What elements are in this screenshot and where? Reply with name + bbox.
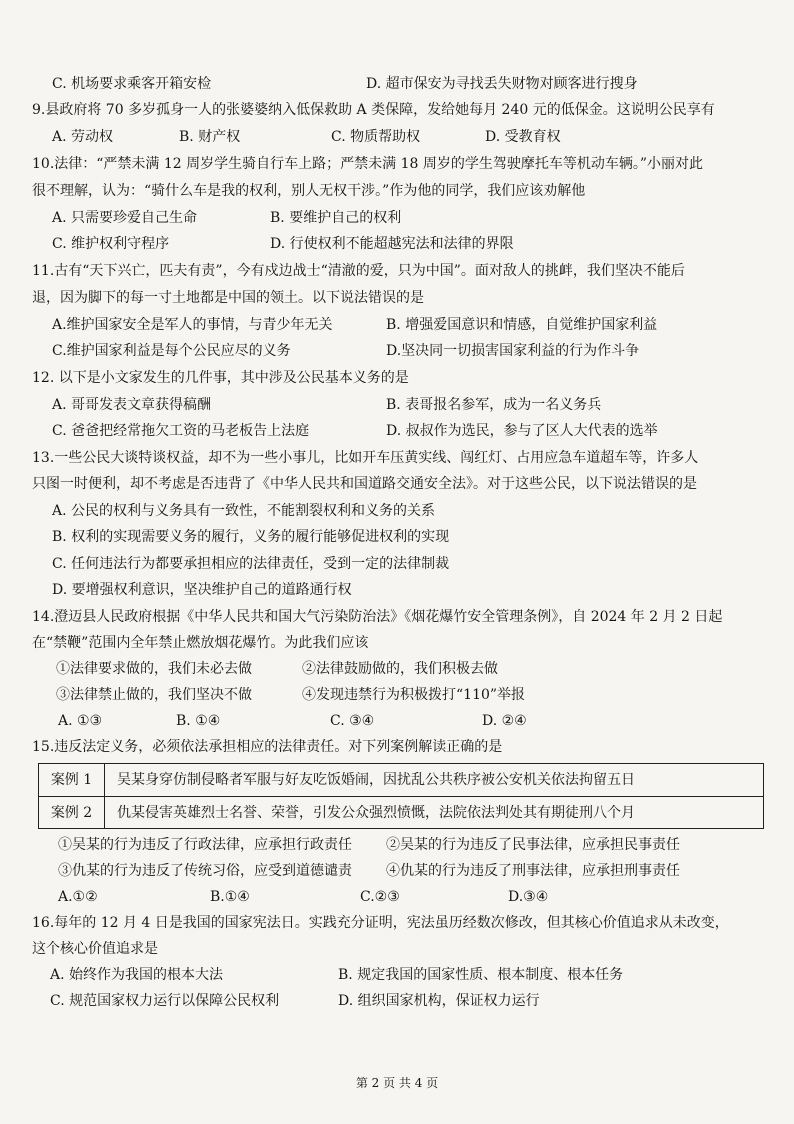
q14-item-1: ①法律要求做的，我们未必去做 <box>56 661 252 677</box>
q13-option-d: D. 要增强权利意识，坚决维护自己的道路通行权 <box>52 582 352 598</box>
q10-option-d: D. 行使权利不能超越宪法和法律的界限 <box>270 236 514 252</box>
q11-option-d: D.坚决同一切损害国家利益的行为作斗争 <box>386 343 640 359</box>
q9-option-d: D. 受教育权 <box>485 129 561 145</box>
q11-stem-1: 11.古有“天下兴亡，匹夫有责”，今有戍边战士“清澈的爱，只为中国”。面对敌人的挑衅，我们坚决不能后 <box>32 263 685 279</box>
q14-item-4: ④发现违禁行为积极拨打“110”举报 <box>302 687 526 703</box>
q15-option-a: A.①② <box>58 889 98 905</box>
q12-stem: 12. 以下是小文家发生的几件事，其中涉及公民基本义务的是 <box>32 370 409 386</box>
q14-item-2: ②法律鼓励做的，我们积极去做 <box>302 661 498 677</box>
q14-option-d: D. ②④ <box>482 713 527 729</box>
case-name: 案例 2 <box>39 797 105 829</box>
q13-option-c: C. 任何违法行为都要承担相应的法律责任，受到一定的法律制裁 <box>52 556 450 572</box>
q13-stem-1: 13.一些公民大谈特谈权益，却不为一些小事儿，比如开车压黄实线、闯红灯、占用应急车道超车等，许多人 <box>32 450 699 466</box>
q8-option-c: C. 机场要求乘客开箱安检 <box>52 76 212 92</box>
q13-option-b: B. 权利的实现需要义务的履行，义务的履行能够促进权利的实现 <box>52 529 450 545</box>
case-name: 案例 1 <box>39 764 105 796</box>
q11-option-b: B. 增强爱国意识和情感，自觉维护国家利益 <box>386 317 658 333</box>
q15-item-2: ②吴某的行为违反了民事法律，应承担民事责任 <box>386 837 680 853</box>
q12-option-d: D. 叔叔作为选民，参与了区人大代表的选举 <box>386 423 658 439</box>
q15-item-3: ③仇某的行为违反了传统习俗，应受到道德谴责 <box>58 863 352 879</box>
q14-option-a: A. ①③ <box>58 713 103 729</box>
q14-stem-1: 14.澄迈县人民政府根据《中华人民共和国大气污染防治法》《烟花爆竹安全管理条例》，自 2024 年 2 月 2 日起 <box>32 609 723 625</box>
page-number: 第 2 页 共 4 页 <box>355 1076 439 1090</box>
q15-option-b: B.①④ <box>210 889 250 905</box>
q14-item-3: ③法律禁止做的，我们坚决不做 <box>56 687 252 703</box>
q9-option-c: C. 物质帮助权 <box>331 129 421 145</box>
q14-stem-2: 在“禁鞭”范围内全年禁止燃放烟花爆竹。为此我们应该 <box>32 635 369 651</box>
q15-option-d: D.③④ <box>508 889 549 905</box>
q10-option-b: B. 要维护自己的权利 <box>270 210 402 226</box>
q15-stem: 15.违反法定义务，必须依法承担相应的法律责任。对下列案例解读正确的是 <box>32 739 503 755</box>
q10-stem-1: 10.法律：“严禁未满 12 周岁学生骑自行车上路；严禁未满 18 周岁的学生驾驶摩托车等机动车辆。”小丽对此 <box>32 156 704 172</box>
q16-stem-1: 16.每年的 12 月 4 日是我国的国家宪法日。实践充分证明，宪法虽历经数次修改，但其核心价值追求从未改变， <box>32 915 729 931</box>
q14-option-b: B. ①④ <box>176 713 221 729</box>
case-description: 吴某身穿仿制侵略者军服与好友吃饭婚闹，因扰乱公共秩序被公安机关依法拘留五日 <box>117 772 635 788</box>
q16-option-b: B. 规定我国的国家性质、根本制度、根本任务 <box>338 967 624 983</box>
q12-option-a: A. 哥哥发表文章获得稿酬 <box>52 397 212 413</box>
q13-stem-2: 只图一时便利，却不考虑是否违背了《中华人民共和国道路交通安全法》。对于这些公民，以下说法错误的是 <box>32 476 697 492</box>
q11-option-c: C.维护国家利益是每个公民应尽的义务 <box>52 343 291 359</box>
case-row <box>39 764 763 797</box>
q15-item-1: ①吴某的行为违反了行政法律，应承担行政责任 <box>58 837 352 853</box>
q9-stem: 9.县政府将 70 多岁孤身一人的张婆婆纳入低保救助 A 类保障，发给她每月 240 元的低保金。这说明公民享有 <box>32 102 715 118</box>
q10-option-c: C. 维护权利守程序 <box>52 236 170 252</box>
q13-option-a: A. 公民的权利与义务具有一致性，不能割裂权利和义务的关系 <box>52 503 436 519</box>
q12-option-b: B. 表哥报名参军，成为一名义务兵 <box>386 397 602 413</box>
case-row <box>39 797 763 829</box>
q11-stem-2: 退，因为脚下的每一寸土地都是中国的领土。以下说法错误的是 <box>32 290 424 306</box>
q12-option-c: C. 爸爸把经常拖欠工资的马老板告上法庭 <box>52 423 310 439</box>
q10-option-a: A. 只需要珍爱自己生命 <box>52 210 198 226</box>
q9-option-a: A. 劳动权 <box>52 129 114 145</box>
q10-stem-2: 很不理解，认为：“骑什么车是我的权利，别人无权干涉。”作为他的同学，我们应该劝解他 <box>32 183 586 199</box>
q15-item-4: ④仇某的行为违反了刑事法律，应承担刑事责任 <box>386 863 680 879</box>
case-table <box>38 763 764 829</box>
q16-stem-2: 这个核心价值追求是 <box>32 941 158 957</box>
q15-option-c: C.②③ <box>360 889 400 905</box>
q16-option-c: C. 规范国家权力运行以保障公民权利 <box>50 993 280 1009</box>
q14-option-c: C. ③④ <box>330 713 375 729</box>
q16-option-d: D. 组织国家机构，保证权力运行 <box>338 993 540 1009</box>
q9-option-b: B. 财产权 <box>179 129 241 145</box>
q11-option-a: A.维护国家安全是军人的事情，与青少年无关 <box>52 317 333 333</box>
q8-option-d: D. 超市保安为寻找丢失财物对顾客进行搜身 <box>366 76 638 92</box>
q16-option-a: A. 始终作为我国的根本大法 <box>50 967 224 983</box>
case-description: 仇某侵害英雄烈士名誉、荣誉，引发公众强烈愤慨，法院依法判处其有期徒刑八个月 <box>117 805 635 821</box>
